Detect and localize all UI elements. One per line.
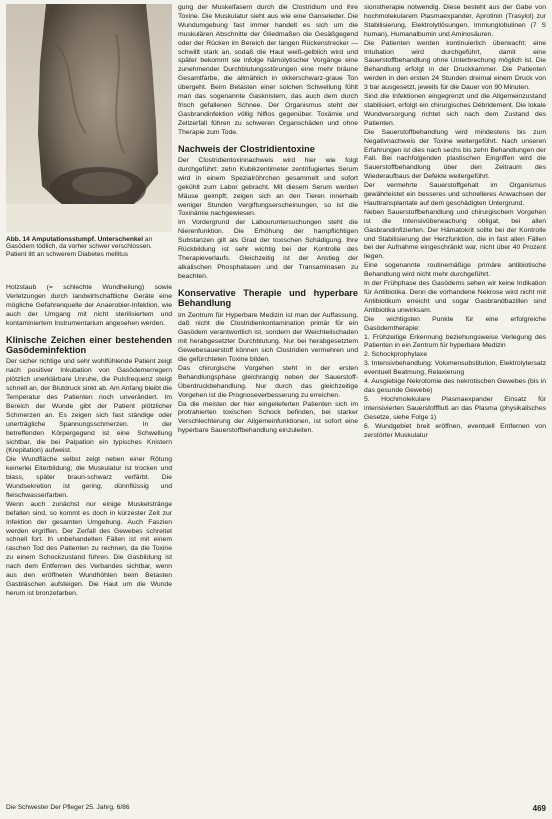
journal-citation: Die Schwester Der Pfleger 25. Jahrg. 6/86: [6, 804, 130, 811]
caption-label: Abb. 14: [6, 236, 30, 243]
list-item: 1. Frühzeitige Erkennung beziehungsweise Verlegung des Patienten in ein Zentrum für hyperbare Medizin: [364, 333, 546, 350]
col3-paragraph-7: Eine sogenannte routinemäßige primäre antibiotische Behandlung wird nicht mehr durchgeführt.: [364, 262, 546, 279]
col1-heading-clinical-signs: Klinische Zeichen einer bestehenden Gasödeminfektion: [6, 334, 172, 355]
col3-paragraph-4: Die Sauerstoffbehandlung wird mindestens bis zum Negativnachweis der Toxine weitergeführt. Nach unseren Erfahrungen ist dies nach sechs bis zehn Behandlungen der Fall. Bei nachfolgenden plastischen Eingriffen wird die Sauerstoffbehandlung über den Zeitraum des Wiederaufbaus der Defekte weitergeführt.: [364, 128, 546, 181]
amputation-stump-image: [6, 4, 172, 232]
therapy-points-list: [364, 334, 546, 441]
list-item: 3. Intensivbehandlung: Volumensubstitution, Elektrolytersatz eventuell Beatmung, Relaxierung: [364, 360, 546, 377]
column-2: [178, 4, 358, 436]
col3-paragraph-5: Der vermehrte Sauerstoffgehalt im Organismus gewährleistet ein besseres und schnelleres Anwachsen der Hauttransplantate auf dem geschädigten Untergrund.: [364, 182, 546, 207]
column-3: [364, 4, 546, 440]
col3-paragraph-8: In der Frühphase des Gasödems sehen wir keine Indikation für Antibiotika. Denn die vorhandene Nekrose wird nicht mit Antibiotikum erreicht und sogar Gasbrandbazillen sind Antibiotika unwirksam.: [364, 280, 546, 314]
col2-paragraph-2: Der Clostridientoxinnachweis wird hier wie folgt durchgeführt: zehn Kubikzentimeter zentrifugiertes Serum wird in einem Spezialröhrchen gesammelt und sofort gekühlt zum Labor gebracht. Mit diesem Serum werden Mäuse geimpft; zeigen sich an den Tieren innerhalb weniger Stunden Vergiftungserscheinungen, so ist die Toxinämie nachgewiesen.: [178, 157, 358, 218]
caption-title: Amputationsstumpf. Unterschenkel: [31, 236, 144, 243]
page-footer: [6, 804, 546, 813]
figure-caption: [6, 236, 174, 258]
col2-paragraph-1: gung der Muskelfasern durch die Clostridium und ihre Toxine. Die Muskulatur sieht aus wie eine Ganseleder. Die Wundumgebung fast immer handelt es sich um die muskulären Abschnitte der Gliedmaßen die Gesäßgegend oder der Rücken im Bereich der langen Rückenstrecker — schwillt stark an, sodaß die Haut weiß-gelblich wird und später bekommt sie infolge hämolytischer Vorgänge eine zunehmender Durchblutungsstörungen eine mehr bräune Gesamtfarbe, die allmählich in okkerschwarz-graue Ton übergeht. Beim Betasten einer solchen Schwellung fühlt man das sogenannte Gasknistern, das auch dem durch frisch gefallenen Schnee. Der Organismus steht der Gasbrandinfektion völlig hilflos gegenüber. Toxämie und Zellzerfall führen zu schweren Organschäden und ohne Therapie zum Tode.: [178, 4, 358, 136]
col2-paragraph-6: Da die meisten der hier eingelieferten Patienten sich im protrahierten toxischen Schock befinden, bei starker Verschlechterung der Allgemeinfunktionen, ist sofort eine hyperbare Sauerstoffbehandlung einzuleiten.: [178, 400, 358, 435]
col3-paragraph-6: Neben Sauerstoffbehandlung und chirurgischem Vorgehen ist die Intensivüberwachung obligat, bei allen Gasbrandinfizierten. Der Hämatokrit sollte bei der Kontrolle und Stabilisierung der Herzfunktion, die in fast allen Fällen bei der Aufnahme eingeschränkt war, nicht über 40 Prozent liegen.: [364, 208, 546, 261]
figure-photo: [6, 4, 172, 232]
col2-paragraph-3: Im Vordergrund der Labouruntersuchungen steht die Nierenfunktion. Die Erhöhung der harnpflichtigen Substanzen gilt als Grad der toxischen Schädigung. Ihre Rückbildung ist sehr wichtig bei der Kontrolle des Therapieverlaufs. Gleichzeitig ist der Anstieg der alkalischen Phosphatasen und der Transaminasen zu beachten.: [178, 219, 358, 280]
col3-paragraph-2: Die Patienten werden kontinuierlich überwacht; eine Intubation wird durchgeführt, damit eine Sauerstoffbehandlung ohne Unterbrechung möglich ist. Die Behandlung erfolgt in der Druckkammer. Die Patienten werden in den ersten 24 Stunden dreimal einem Druck von 3 bar ausgesetzt, jeweils für die Dauer von 90 Minuten.: [364, 39, 546, 92]
list-item: 2. Schockprophylaxe: [364, 351, 428, 359]
col1-paragraph-4: Wenn auch zunächst nur einige Muskelstränge befallen sind, so kommt es doch in kürzester Zeit zur Infektion der gesamten Umgebung. Auch Faszien werden ergriffen. Der Zerfall des Gewebes schreitet schnell fort. In unbehandelten Fällen ist mit einem raschen Tod des Patienten zu rechnen, da die Toxine zu einem Schockzustand führen. Die Gasbildung ist nach dem Entfernen des Verbandes sichtbar, wenn aus den eröffneten Wundhöhlen beim Betasten Gasbläschen aufsteigen. Die Haut um die Wunde herum ist bronzefarben.: [6, 500, 172, 597]
col2-paragraph-5: Das chirurgische Vorgehen steht in der ersten Behandlungsphase gleichrangig neben der Sauerstoff-Überdruckbehandlung. Nur durch das gleichzeitige Vorgehen ist die Prognoseverbesserung zu erreichen.: [178, 364, 358, 399]
col1-paragraph-1: Holzstaub (= schlechte Wundheilung) sowie Verletzungen durch landwirtschaftliche Geräte eine mögliche Gefahrenquelle der Anaerobier-Infektion, wie auch der Umgang mit nicht sterilisiertem und kontaminiertem Instrumentarium angesehen werden.: [6, 284, 172, 327]
col3-paragraph-1: sionstherapie notwendig. Diese besteht aus der Gabe von hochmolekularem Plasmaexpander, Aprotinin (Trasylol) zur Stabilisierung, Elektrolytlösungen, Immunglobulinen (7 S human), Humanalbumin und Aminosäuren.: [364, 4, 546, 38]
list-item: 5. Hochmolekulare Plasmaexpander Einsatz für intensivierten Sauerstofffluß an das Plasma (physikalisches Gesetze, siehe Folge 1): [364, 395, 546, 421]
col2-heading-toxin-detection: Nachweis der Clostridientoxine: [178, 143, 315, 154]
list-item: 6. Wundgebiet breit eröffnen, eventuell Entfernen von zerstörter Muskulatur: [364, 422, 546, 439]
col1-paragraph-3: Die Wundfläche selbst zeigt neben einer Rötung keinerlei Eiterbildung; die Muskulatur ist trocken und blass, später braun-schwarz verfärbt. Die Wundsekretion ist gering, dünnflüssig und fleischwasserfarben.: [6, 456, 172, 499]
col3-paragraph-9: Die wichtigsten Punkte für eine erfolgreiche Gasödemtherapie:: [364, 315, 546, 332]
col3-paragraph-3: Sind die Infektionen eingegrenzt und die Allgemeinzustand stabilisiert, erfolgt ein chirurgisches Débridement. Die lokale Wundversorgung richtet sich nach dem Zustand des Patienten.: [364, 93, 546, 127]
column-1: [6, 284, 172, 599]
col1-paragraph-2: Der sicher richtige und sehr wohlfühlende Patient zeigt nach positiver Inkubation von Gasödemerregern plötzlich unerklärbare Unruhe, die Pulsfrequenz steigt schnell an, der Blutdruck sinkt ab. Am Anfang bleibt die Temperatur des Patienten noch unverändert. Im Bereich der Wunde gibt der Patient plötzlicher Schmerzen an. Es zeigen sich fast ständige oder unerträgliche Spannungsschmerzen. In der betreffenden Körpergegend ist eine Schwellung sichtbar, die bei Palpation ein typisches Knistern (Krepitation) aufweist.: [6, 358, 172, 455]
list-item: 4. Ausgiebige Nekrotomie des nekrotischen Gewebes (bis in das gesunde Gewebe): [364, 378, 546, 394]
caption-text: an Gasödem tödlich, da vorher schwer verschlossen. Patient litt an schwerem Diabetes mellitus: [6, 236, 153, 258]
col2-paragraph-4: Im Zentrum für Hyperbare Medizin ist man der Auffassung, daß nicht die Clostridienkontamination primär für ein Gasödem verantwortlich ist, sondern der Weichteilschaden mit herabgesetzter Durchblutung. Nur bei herabgesetztem Gewebesauerstoff können sich Clostridien vermehren und die gefürchteten Toxine bilden.: [178, 311, 358, 364]
col2-heading-therapy: Konservative Therapie und hyperbare Behandlung: [178, 287, 358, 309]
page-number: 469: [532, 804, 546, 813]
